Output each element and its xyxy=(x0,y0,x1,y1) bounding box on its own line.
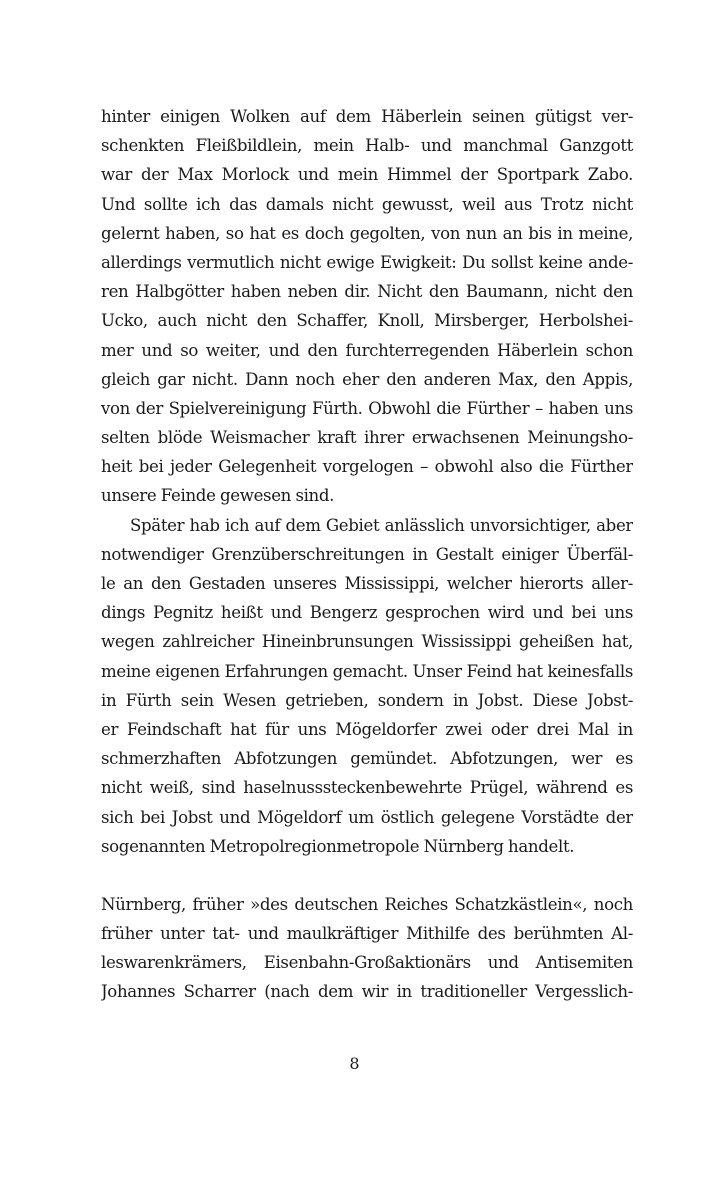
text-line: in Fürth sein Wesen getrieben, sondern in Jobst. Diese Jobst- xyxy=(101,690,633,710)
text-line: Später hab ich auf dem Gebiet anlässlich unvorsichtiger, aber xyxy=(130,515,633,535)
text-line: leswarenkrämers, Eisenbahn-Großaktionärs und Antisemiten xyxy=(101,953,633,973)
text-line: er Feindschaft hat für uns Mögeldorfer zwei oder drei Mal in xyxy=(101,719,633,739)
text-line: notwendiger Grenzüberschreitungen in Gestalt einiger Überfäl- xyxy=(101,544,633,564)
text-line: hinter einigen Wolken auf dem Häberlein seinen gütigst ver- xyxy=(101,107,633,126)
text-line: mer und so weiter, und den furchterregenden Häberlein schon xyxy=(101,340,633,360)
text-line: allerdings vermutlich nicht ewige Ewigkeit: Du sollst keine ande- xyxy=(101,252,633,272)
text-line: ren Halbgötter haben neben dir. Nicht den Baumann, nicht den xyxy=(101,282,633,302)
text-line: früher unter tat- und maulkräftiger Mithilfe des berühmten Al- xyxy=(101,924,633,944)
paragraph xyxy=(101,102,633,511)
text-line: schenkten Fleißbildlein, mein Halb- und manchmal Ganzgott xyxy=(101,136,633,156)
text-line: von der Spielvereinigung Fürth. Obwohl die Fürther – haben uns xyxy=(101,398,633,418)
text-line: Ucko, auch nicht den Schaffer, Knoll, Mirsberger, Herbolshei- xyxy=(101,311,633,331)
text-line: le an den Gestaden unseres Mississippi, welcher hierorts aller- xyxy=(101,574,633,593)
text-line: unsere Feinde gewesen sind. xyxy=(101,486,335,506)
paragraph xyxy=(101,890,633,1007)
text-line: sich bei Jobst und Mögeldorf um östlich gelegene Vorstädte der xyxy=(101,807,633,827)
text-line: Nürnberg, früher »des deutschen Reiches Schatzkästlein«, noch xyxy=(101,894,633,914)
text-line: Johannes Scharrer (nach dem wir in traditioneller Vergesslich- xyxy=(101,982,633,1002)
text-line: Und sollte ich das damals nicht gewusst, weil aus Trotz nicht xyxy=(101,194,633,214)
text-line: gleich gar nicht. Dann noch eher den anderen Max, den Appis, xyxy=(101,369,633,389)
text-line: sogenannten Metropolregionmetropole Nürnberg handelt. xyxy=(101,836,575,856)
section-break xyxy=(101,861,633,890)
book-page-text xyxy=(101,102,633,1007)
text-line: gelernt haben, so hat es doch gegolten, von nun an bis in meine, xyxy=(101,223,633,243)
paragraph xyxy=(101,511,633,861)
text-line: heit bei jeder Gelegenheit vorgelogen – obwohl also die Fürther xyxy=(101,457,633,477)
page-number: 8 xyxy=(349,1054,360,1073)
text-line: wegen zahlreicher Hineinbrunsungen Wississippi geheißen hat, xyxy=(101,632,633,652)
text-line: war der Max Morlock und mein Himmel der Sportpark Zabo. xyxy=(101,165,633,185)
text-line: nicht weiß, sind haselnusssteckenbewehrte Prügel, während es xyxy=(101,778,633,798)
text-line: selten blöde Weismacher kraft ihrer erwachsenen Meinungsho- xyxy=(101,428,633,448)
text-line: meine eigenen Erfahrungen gemacht. Unser Feind hat keinesfalls xyxy=(101,661,633,681)
text-line: schmerzhaften Abfotzungen gemündet. Abfotzungen, wer es xyxy=(101,749,633,769)
text-line: dings Pegnitz heißt und Bengerz gesprochen wird und bei uns xyxy=(101,603,633,623)
